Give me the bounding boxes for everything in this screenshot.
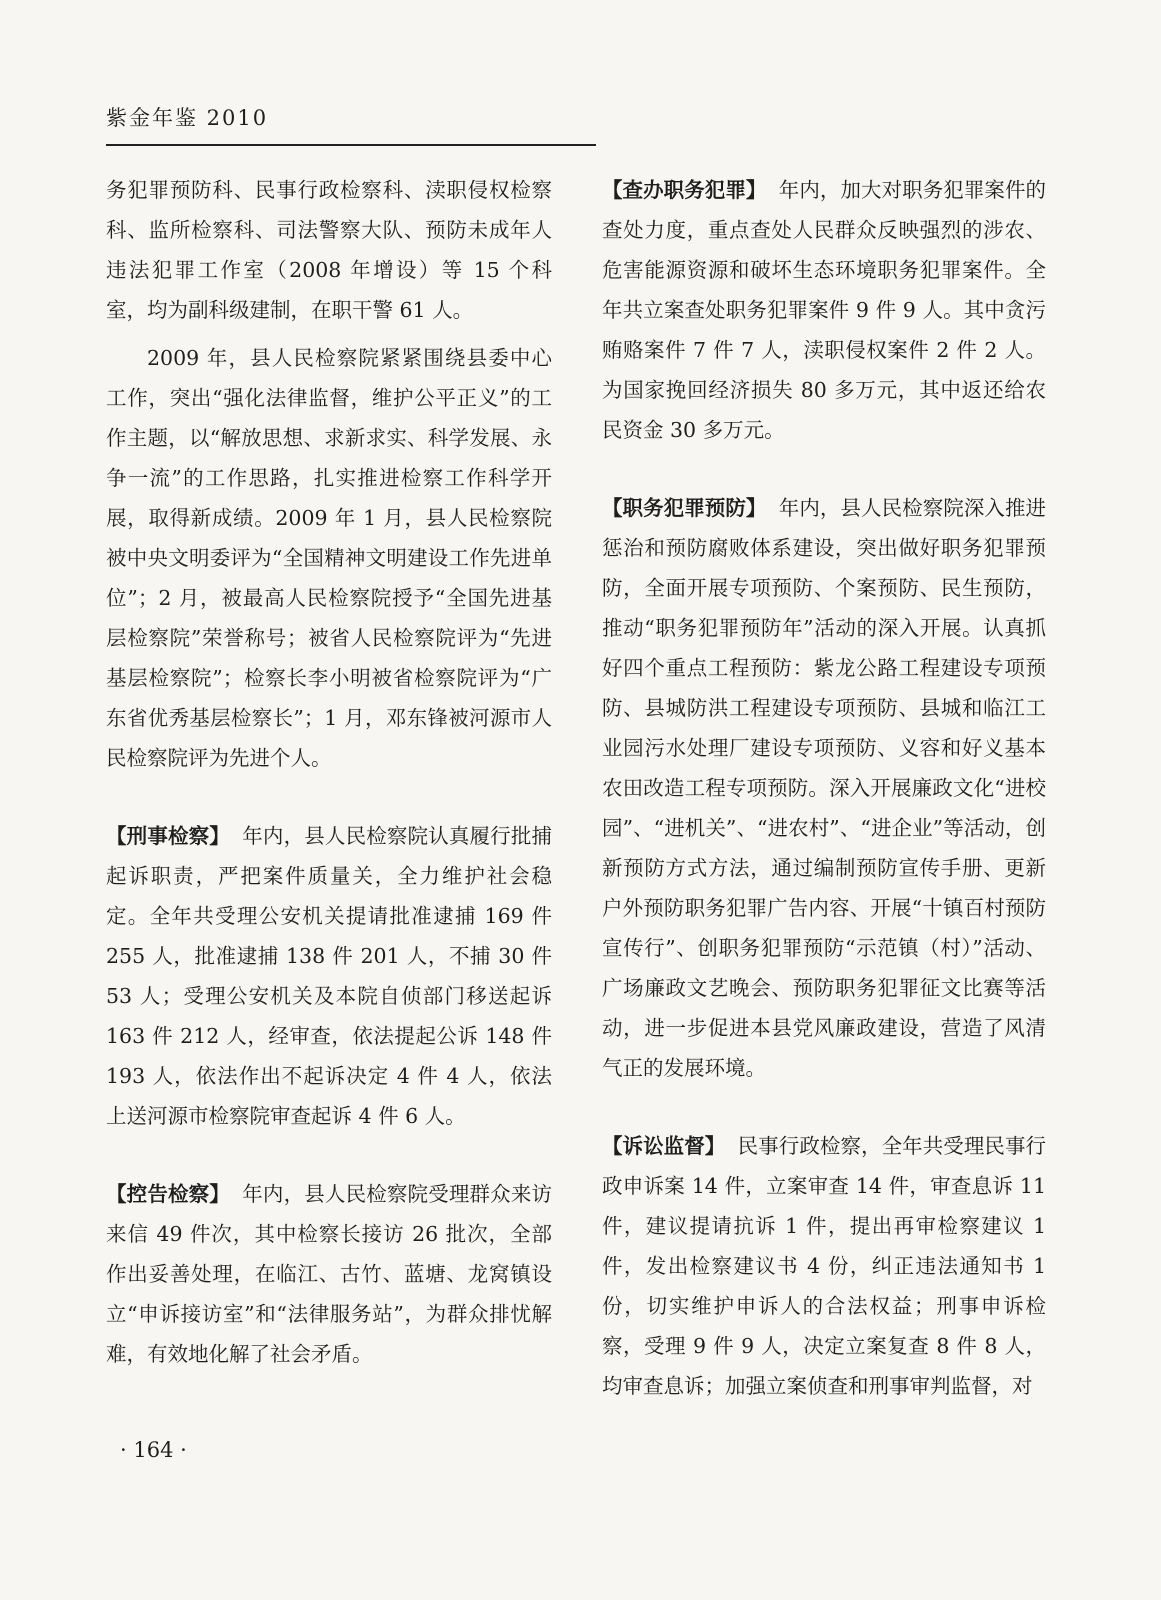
section-label-supervision: 【诉讼监督】 xyxy=(602,1134,726,1158)
section-text-supervision: 民事行政检察，全年共受理民事行政申诉案 14 件，立案审查 14 件，审查息诉 11 件，建议提请抗诉 1 件，提出再审检察建议 1 件，发出检察建议书 4 份，纠正违法通知书 1 份，切实维护申诉人的合法权益；刑事申诉检察，受理 9 件 9 人，决定立案复查 8 件 8 人，均审查息诉；加强立案侦查和刑事审判监督，对 xyxy=(602,1134,1047,1398)
right-column xyxy=(602,170,1046,1406)
section-duty-crime-prevention xyxy=(602,488,1046,1088)
section-criminal-prosecution xyxy=(106,816,552,1136)
section-text-prevention: 年内，县人民检察院深入推进惩治和预防腐败体系建设，突出做好职务犯罪预防，全面开展专项预防、个案预防、民生预防，推动“职务犯罪预防年”活动的深入开展。认真抓好四个重点工程预防：紫龙公路工程建设专项预防、县城防洪工程建设专项预防、县城和临江工业园污水处理厂建设专项预防、义容和好义基本农田改造工程专项预防。深入开展廉政文化“进校园”、“进机关”、“进农村”、“进企业”等活动，创新预防方式方法，通过编制预防宣传手册、更新户外预防职务犯罪广告内容、开展“十镇百村预防宣传行”、创职务犯罪预防“示范镇（村）”活动、广场廉政文艺晚会、预防职务犯罪征文比赛等活动，进一步促进本县党风廉政建设，营造了风清气正的发展环境。 xyxy=(602,496,1047,1080)
page-number: · 164 · xyxy=(120,1438,187,1462)
section-text-complaint: 年内，县人民检察院受理群众来访来信 49 件次，其中检察长接访 26 批次，全部作出妥善处理，在临江、古竹、蓝塘、龙窝镇设立“申诉接访室”和“法律服务站”，为群众排忧解难，有效地化解了社会矛盾。 xyxy=(106,1182,553,1366)
section-duty-crime-investigation xyxy=(602,170,1046,450)
running-header: 紫金年鉴 2010 xyxy=(106,106,269,130)
section-text-criminal: 年内，县人民检察院认真履行批捕起诉职责，严把案件质量关，全力维护社会稳定。全年共受理公安机关提请批准逮捕 169 件 255 人，批准逮捕 138 件 201 人，不捕 30 件 53 人；受理公安机关及本院自侦部门移送起诉 163 件 212 人，经审查，依法提起公诉 148 件 193 人，依法作出不起诉决定 4 件 4 人，依法上送河源市检察院审查起诉 4 件 6 人。 xyxy=(106,824,553,1128)
header-rule xyxy=(106,144,596,146)
left-column xyxy=(106,170,552,1374)
section-label-complaint: 【控告检察】 xyxy=(106,1182,230,1206)
section-litigation-supervision xyxy=(602,1126,1046,1406)
section-complaint-prosecution xyxy=(106,1174,552,1374)
section-label-criminal: 【刑事检察】 xyxy=(106,824,230,848)
paragraph-department-list: 务犯罪预防科、民事行政检察科、渎职侵权检察科、监所检察科、司法警察大队、预防未成年人违法犯罪工作室（2008 年增设）等 15 个科室，均为副科级建制，在职干警 61 人。 xyxy=(106,178,552,322)
paragraph-annual-overview: 2009 年，县人民检察院紧紧围绕县委中心工作，突出“强化法律监督，维护公平正义”的工作主题，以“解放思想、求新求实、科学发展、永争一流”的工作思路，扎实推进检察工作科学开展，取得新成绩。2009 年 1 月，县人民检察院被中央文明委评为“全国精神文明建设工作先进单位”；2 月，被最高人民检察院授予“全国先进基层检察院”荣誉称号；被省人民检察院评为“先进基层检察院”；检察长李小明被省检察院评为“广东省优秀基层检察长”；1 月，邓东锋被河源市人民检察院评为先进个人。 xyxy=(106,346,552,770)
section-label-prevention: 【职务犯罪预防】 xyxy=(602,496,767,520)
section-label-investigation: 【查办职务犯罪】 xyxy=(602,178,767,202)
section-text-investigation: 年内，加大对职务犯罪案件的查处力度，重点查处人民群众反映强烈的涉农、危害能源资源和破坏生态环境职务犯罪案件。全年共立案查处职务犯罪案件 9 件 9 人。其中贪污贿赂案件 7 件 7 人，渎职侵权案件 2 件 2 人。为国家挽回经济损失 80 多万元，其中返还给农民资金 30 多万元。 xyxy=(602,178,1047,442)
